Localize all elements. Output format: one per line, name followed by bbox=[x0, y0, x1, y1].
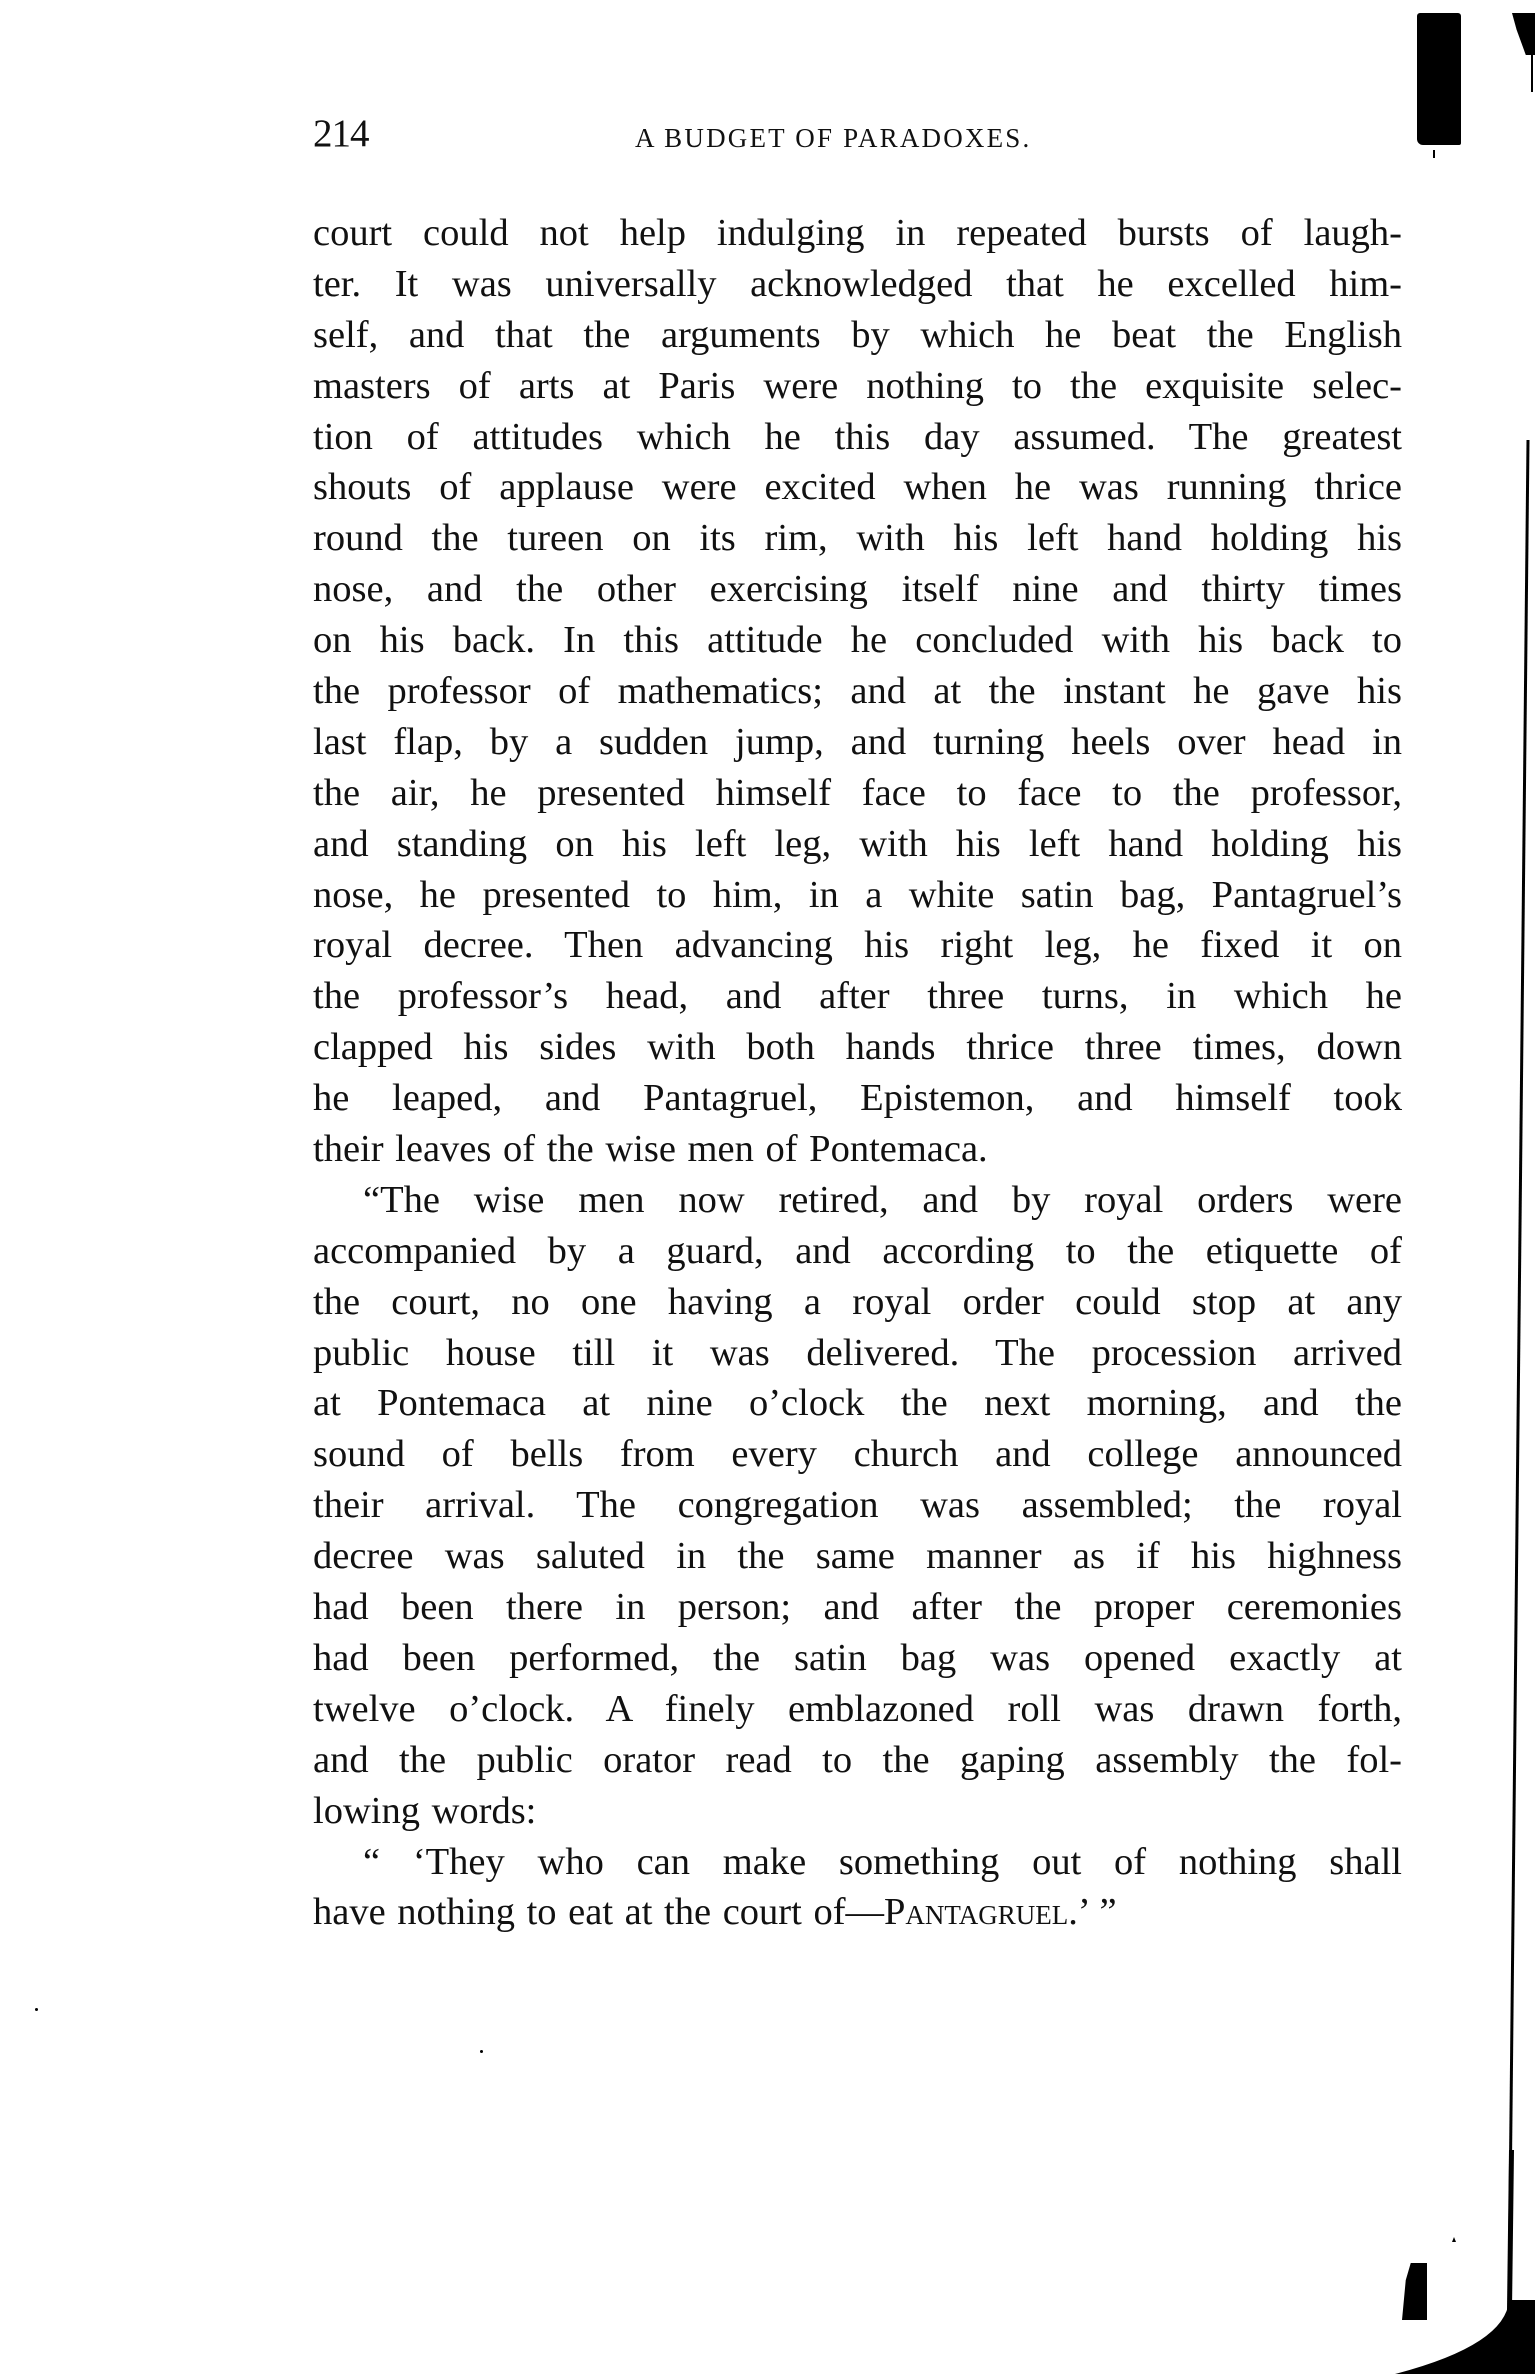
text-line: self, and that the arguments by which he beat the English bbox=[313, 313, 1402, 356]
text-line: masters of arts at Paris were nothing to the exquisite selec- bbox=[313, 364, 1402, 407]
scan-speck bbox=[35, 2008, 38, 2011]
text-line: the professor of mathematics; and at the instant he gave his bbox=[313, 670, 1402, 713]
signature-pantagruel: Pantagruel bbox=[884, 1891, 1069, 1934]
text-line: last flap, by a sudden jump, and turning heels over head in bbox=[313, 720, 1402, 763]
text-line: he leaped, and Pantagruel, Epistemon, and himself took bbox=[313, 1077, 1402, 1120]
scan-speck bbox=[480, 2050, 483, 2053]
text-line: round the tureen on its rim, with his left hand holding his bbox=[313, 517, 1402, 560]
paragraph-start-line: “ ‘They who can make something out of nothing shall bbox=[363, 1840, 1402, 1883]
paragraph-end-line: lowing words: bbox=[313, 1789, 537, 1832]
paragraph-end-line: their leaves of the wise men of Pontemaca. bbox=[313, 1128, 988, 1171]
text-line: the professor’s head, and after three turns, in which he bbox=[313, 975, 1402, 1018]
text-line: had been performed, the satin bag was opened exactly at bbox=[313, 1636, 1402, 1679]
text-line: the court, no one having a royal order could stop at any bbox=[313, 1280, 1402, 1323]
text-line: ter. It was universally acknowledged that he excelled him- bbox=[313, 262, 1402, 305]
page-number: 214 bbox=[313, 112, 369, 155]
text-line: sound of bells from every church and college announced bbox=[313, 1433, 1402, 1476]
text-line: nose, and the other exercising itself nine and thirty times bbox=[313, 568, 1402, 611]
text-line: and standing on his left leg, with his left hand holding his bbox=[313, 822, 1402, 865]
closing-quote: .’ ” bbox=[1068, 1891, 1117, 1934]
closing-text: have nothing to eat at the court of— bbox=[313, 1891, 885, 1934]
paragraph-start-line: “The wise men now retired, and by royal orders were bbox=[363, 1178, 1402, 1221]
text-line: clapped his sides with both hands thrice three times, down bbox=[313, 1026, 1402, 1069]
text-line: nose, he presented to him, in a white satin bag, Pantagruel’s bbox=[313, 873, 1402, 916]
text-line: tion of attitudes which he this day assumed. The greatest bbox=[313, 415, 1402, 458]
running-title: A BUDGET OF PARADOXES. bbox=[635, 123, 1032, 153]
text-line: and the public orator read to the gaping assembly the fol- bbox=[313, 1738, 1402, 1781]
text-line: royal decree. Then advancing his right leg, he fixed it on bbox=[313, 924, 1402, 967]
text-line: shouts of applause were excited when he was running thrice bbox=[313, 466, 1402, 509]
text-line: accompanied by a guard, and according to the etiquette of bbox=[313, 1229, 1402, 1272]
text-line: the air, he presented himself face to face to the professor, bbox=[313, 771, 1402, 814]
text-line: decree was saluted in the same manner as if his highness bbox=[313, 1535, 1402, 1578]
text-line: twelve o’clock. A finely emblazoned roll was drawn forth, bbox=[313, 1687, 1402, 1730]
text-line: court could not help indulging in repeated bursts of laugh- bbox=[313, 212, 1402, 254]
text-line: their arrival. The congregation was assembled; the royal bbox=[313, 1484, 1402, 1527]
text-line: had been there in person; and after the proper ceremonies bbox=[313, 1586, 1402, 1629]
text-line: at Pontemaca at nine o’clock the next morning, and the bbox=[313, 1382, 1402, 1425]
text-line: on his back. In this attitude he concluded with his back to bbox=[313, 619, 1402, 662]
text-line: public house till it was delivered. The procession arrived bbox=[313, 1331, 1402, 1374]
